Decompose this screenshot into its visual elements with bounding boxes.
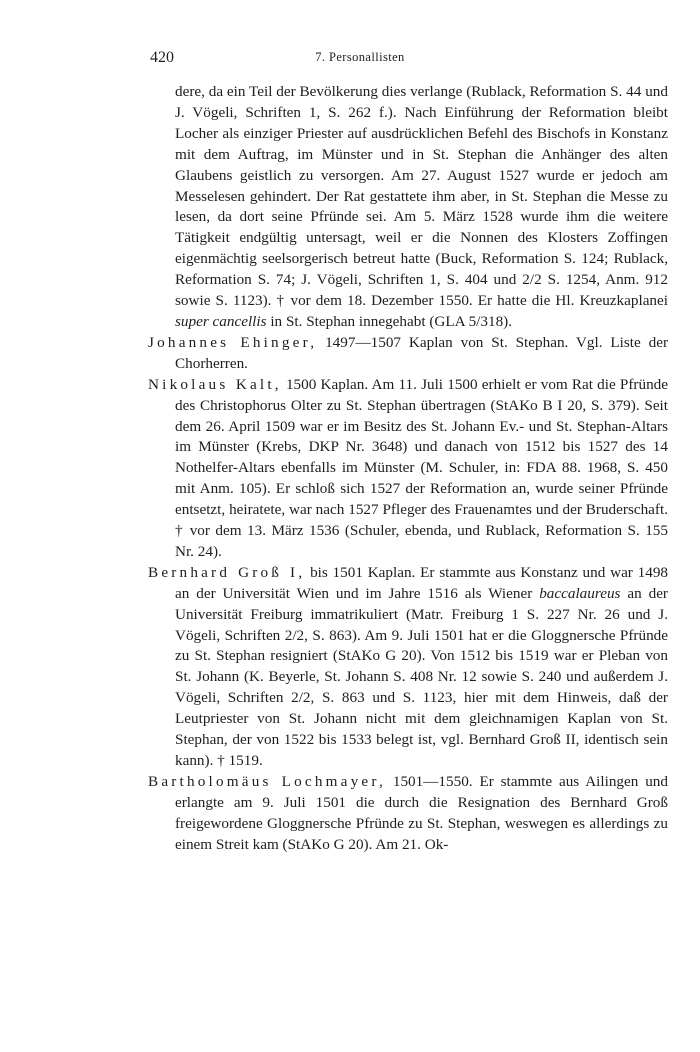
entry-nikolaus-kalt	[148, 375, 668, 563]
entry-text: 1497—1507 Kaplan von St. Stephan. Vgl. Liste der Chorherren.	[175, 333, 669, 372]
page-header	[150, 49, 570, 71]
entry-italic: super cancellis	[175, 312, 267, 330]
entry-continuation	[148, 82, 668, 333]
entry-text-after: in St. Stephan innegehabt (GLA 5/318).	[266, 312, 513, 330]
entry-text-after: an der Universität Freiburg immatrikuliert (Matr. Freiburg 1 S. 227 Nr. 26 und J. Vögeli, Schriften 2/2, S. 863). Am 9. Juli 1501 hat er die Gloggnersche Pfründe zu St. Stephan resigniert (StAKo G 20). Von 1512 bis 1519 war er Pleban von St. Johann (K. Beyerle, St. Johann S. 408 Nr. 12 sowie S. 240 und außerdem J. Vögeli, Schriften 2/2, S. 863 und S. 1123, hier mit dem Hinweis, daß der Leutpriester von St. Johann nicht mit dem gleichnamigen Kaplan von St. Stephan, der von 1522 bis 1533 belegt ist, vgl. Bernhard Groß II, identisch sein kann). † 1519.	[175, 584, 668, 769]
entry-name: Bartholomäus Lochmayer,	[148, 772, 387, 790]
entry-text: bis 1501 Kaplan. Er stammte aus Konstanz und war 1498 an der Universität Wien und im Jahre 1516 als Wiener	[175, 563, 669, 602]
entry-bernhard-gross-i	[148, 563, 668, 772]
entry-johannes-ehinger	[148, 333, 668, 375]
entry-text: 1501—1550. Er stammte aus Ailingen und erlangte am 9. Juli 1501 die durch die Resignation des Bernhard Groß freigewordene Gloggnersche Pfründe zu St. Stephan, weswegen es allerdings zu einem Streit kam (StAKo G 20). Am 21. Ok-	[175, 772, 668, 853]
page-number: 420	[150, 49, 174, 66]
entry-name: Nikolaus Kalt,	[148, 375, 282, 393]
running-title: 7. Personallisten	[315, 50, 405, 64]
body-text	[148, 82, 668, 856]
entry-name: Johannes Ehinger,	[148, 333, 318, 351]
entry-text: 1500 Kaplan. Am 11. Juli 1500 erhielt er vom Rat die Pfründe des Christophorus Olter zu St. Stephan übertragen (StAKo B I 20, S. 379). Seit dem 26. April 1509 war er im Besitz des St. Johann Ev.- und St. Stephan-Altars im Münster (Krebs, DKP Nr. 3648) und danach von 1512 bis 1527 des 14 Nothelfer-Altars ebenfalls im Münster (M. Schuler, in: FDA 88. 1968, S. 450 mit Anm. 105). Er schloß sich 1527 der Reformation an, wurde seiner Pfründe entsetzt, heiratete, war nach 1527 Pfleger des Frauenamtes und der Bruderschaft. † vor dem 13. März 1536 (Schuler, ebenda, und Rublack, Reformation S. 155 Nr. 24).	[175, 375, 669, 560]
entry-name: Bernhard Groß I,	[148, 563, 306, 581]
entry-italic: baccalaureus	[539, 584, 621, 602]
entry-bartholomaeus-lochmayer	[148, 772, 668, 856]
entry-text: dere, da ein Teil der Bevölkerung dies verlange (Rublack, Reformation S. 44 und J. Vögeli, Schriften 1, S. 262 f.). Nach Einführung der Reformation bleibt Locher als einziger Priester auf ausdrücklichen Befehl des Bischofs in Konstanz mit dem Auftrag, im Münster und in St. Stephan die Anhänger des alten Glaubens geistlich zu versorgen. Am 27. August 1527 wurde er jedoch am Messelesen gehindert. Der Rat gestattete ihm aber, in St. Stephan die Messe zu lesen, da dort seine Pfründe sei. Am 5. März 1528 wurde ihm die weitere Tätigkeit endgültig untersagt, weil er die Nonnen des Klosters Zoffingen eigenmächtig seelsorgerisch betreut hatte (Buck, Reformation S. 124; Rublack, Reformation S. 74; J. Vögeli, Schriften 1, S. 404 und 2/2 S. 1254, Anm. 912 sowie S. 1123). † vor dem 18. Dezember 1550. Er hatte die Hl. Kreuzkaplanei	[175, 83, 668, 310]
